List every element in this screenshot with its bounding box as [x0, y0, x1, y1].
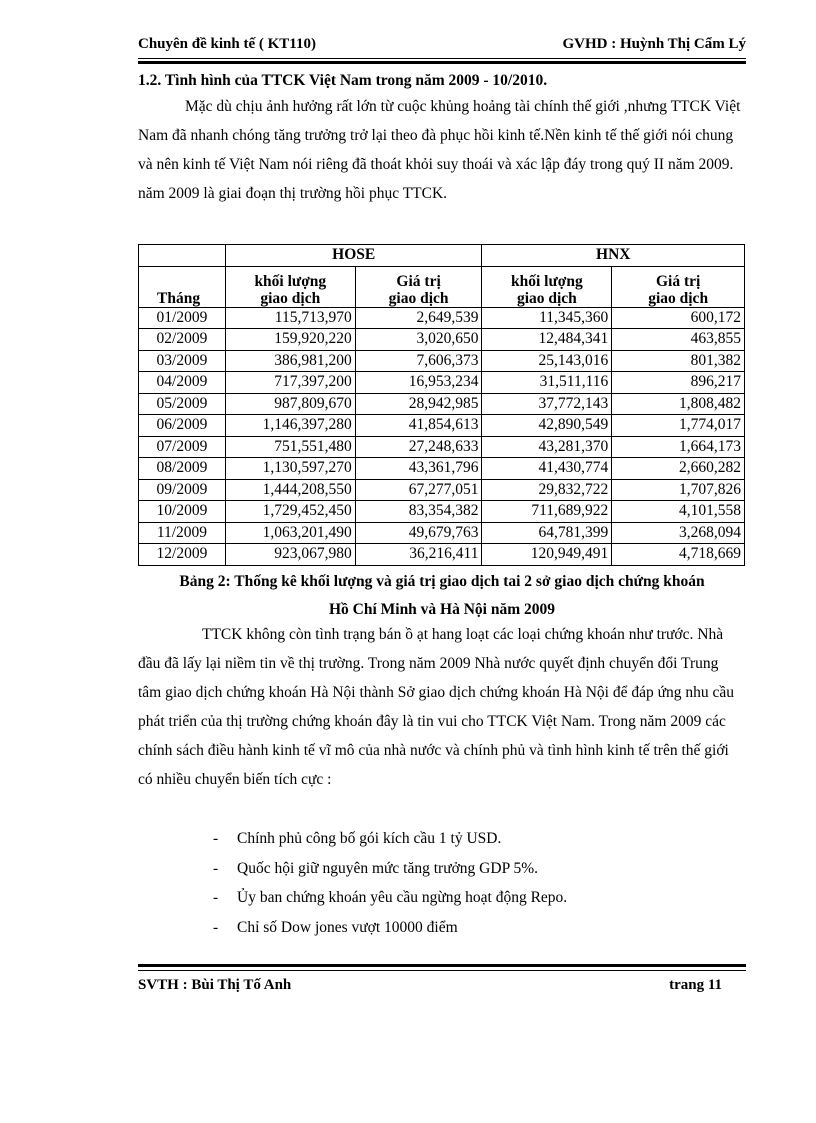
body-paragraph: TTCK không còn tình trạng bán ồ ạt hang loạt các loại chứng khoán như trước. Nhà đầu đã lấy lại niềm tin về thị trường. Trong năm 2009 Nhà nước quyết định chuyển đổi Trung tâm giao dịch chứng khoán Hà Nội thành Sở giao dịch chứng khoán Hà Nội để đáp ứng nhu cầu phát triển của thị trường chứng khoán đây là tin vui cho TTCK Việt Nam. Trong năm 2009 các chính sách điều hành kinh tế vĩ mô của nhà nước và chính phủ và tình hình kinh tế trên thế giới có nhiều chuyển biến tích cực : — [138, 626, 735, 788]
hnx-value-cell: 4,718,669 — [612, 544, 745, 566]
hnx-volume-header-line1: khối lượng — [511, 272, 583, 290]
bullet-dash: - — [213, 859, 219, 877]
hose-volume-cell: 923,067,980 — [225, 544, 355, 566]
month-cell: 06/2009 — [139, 415, 226, 437]
hose-volume-cell: 159,920,220 — [225, 329, 355, 351]
hose-volume-cell: 1,063,201,490 — [225, 522, 355, 544]
month-column-header: Tháng — [139, 266, 226, 307]
hose-volume-header-line2: giao dịch — [260, 289, 321, 307]
month-cell: 08/2009 — [139, 458, 226, 480]
hose-volume-cell: 987,809,670 — [225, 393, 355, 415]
hose-value-header-line1: Giá trị — [396, 272, 441, 290]
list-item — [213, 913, 567, 943]
list-item-text: Chỉ số Dow jones vượt 10000 điểm — [237, 918, 458, 936]
list-item-text: Ủy ban chứng khoán yêu cầu ngừng hoạt động Repo. — [237, 889, 568, 906]
hnx-value-cell: 4,101,558 — [612, 501, 745, 523]
list-item — [213, 883, 567, 913]
table-row — [139, 436, 745, 458]
hnx-value-cell: 1,664,173 — [612, 436, 745, 458]
table-row — [139, 501, 745, 523]
header-course-title: Chuyên đề kinh tế ( KT110) — [138, 36, 316, 52]
table-row — [139, 393, 745, 415]
hose-value-cell: 49,679,763 — [355, 522, 482, 544]
list-item — [213, 854, 567, 884]
hose-value-cell: 83,354,382 — [355, 501, 482, 523]
header-rule-thick — [138, 61, 746, 64]
hose-value-cell: 16,953,234 — [355, 372, 482, 394]
hnx-volume-cell: 64,781,399 — [482, 522, 612, 544]
hnx-value-cell: 896,217 — [612, 372, 745, 394]
table-row — [139, 372, 745, 394]
hose-value-cell: 43,361,796 — [355, 458, 482, 480]
bullet-list — [213, 824, 567, 942]
hose-volume-header-line1: khối lượng — [254, 272, 327, 290]
hose-value-header-line2: giao dịch — [388, 289, 449, 307]
hose-value-header — [355, 266, 482, 307]
hnx-value-cell: 463,855 — [612, 329, 745, 351]
footer-rule-thick — [138, 964, 746, 967]
hnx-value-cell: 2,660,282 — [612, 458, 745, 480]
hnx-volume-cell: 37,772,143 — [482, 393, 612, 415]
hose-value-cell: 3,020,650 — [355, 329, 482, 351]
month-cell: 02/2009 — [139, 329, 226, 351]
month-cell: 03/2009 — [139, 350, 226, 372]
hose-value-cell: 28,942,985 — [355, 393, 482, 415]
table-row — [139, 415, 745, 437]
footer-page-number: trang 11 — [669, 977, 722, 993]
table-row — [139, 544, 745, 566]
section-title: 1.2. Tình hình của TTCK Việt Nam trong năm 2009 - 10/2010. — [138, 72, 548, 89]
header-instructor: GVHD : Huỳnh Thị Cẩm Lý — [562, 36, 746, 52]
page-footer — [138, 964, 746, 1004]
list-item-text: Chính phủ công bố gói kích cầu 1 tỷ USD. — [237, 830, 502, 847]
hose-volume-header — [225, 266, 355, 307]
month-cell: 04/2009 — [139, 372, 226, 394]
hnx-volume-cell: 25,143,016 — [482, 350, 612, 372]
hose-volume-cell: 1,729,452,450 — [225, 501, 355, 523]
hnx-value-header — [612, 266, 745, 307]
hnx-value-header-line2: giao dịch — [648, 289, 709, 307]
hose-volume-cell: 717,397,200 — [225, 372, 355, 394]
table-row — [139, 329, 745, 351]
hose-volume-cell: 1,130,597,270 — [225, 458, 355, 480]
hnx-value-cell: 801,382 — [612, 350, 745, 372]
month-cell: 10/2009 — [139, 501, 226, 523]
hnx-volume-cell: 29,832,722 — [482, 479, 612, 501]
page-header — [138, 30, 746, 66]
table-caption-line1: Bảng 2: Thống kê khối lượng và giá trị giao dịch tai 2 sở giao dịch chứng khoán — [179, 573, 705, 590]
table-column-header-row — [139, 266, 745, 307]
hnx-volume-cell: 41,430,774 — [482, 458, 612, 480]
hose-volume-cell: 1,444,208,550 — [225, 479, 355, 501]
hose-value-cell: 7,606,373 — [355, 350, 482, 372]
table-row — [139, 458, 745, 480]
table-row — [139, 307, 745, 329]
header-rule-thin — [138, 58, 746, 59]
list-item — [213, 824, 567, 854]
footer-student: SVTH : Bùi Thị Tố Anh — [138, 977, 292, 993]
table-corner-cell — [139, 245, 226, 267]
hnx-volume-cell: 31,511,116 — [482, 372, 612, 394]
month-cell: 01/2009 — [139, 307, 226, 329]
hose-group-header: HOSE — [225, 245, 482, 267]
hnx-volume-cell: 12,484,341 — [482, 329, 612, 351]
intro-paragraph: Mặc dù chịu ảnh hưởng rất lớn từ cuộc khủng hoảng tài chính thế giới ,nhưng TTCK Việt Nam đã nhanh chóng tăng trưởng trở lại theo đà phục hồi kinh tế.Nền kinh tế thế giới nói chung và nên kinh tế Việt Nam nói riêng đã thoát khỏi suy thoái và xác lập đáy trong quý II năm 2009. năm 2009 là giai đoạn thị trường hồi phục TTCK. — [138, 98, 741, 202]
list-item-text: Quốc hội giữ nguyên mức tăng trưởng GDP 5%. — [237, 859, 539, 877]
table-row — [139, 479, 745, 501]
table-row — [139, 350, 745, 372]
hnx-volume-header — [482, 266, 612, 307]
footer-rule-thin — [138, 970, 746, 971]
hose-volume-cell: 1,146,397,280 — [225, 415, 355, 437]
bullet-dash: - — [213, 918, 219, 936]
hose-volume-cell: 751,551,480 — [225, 436, 355, 458]
month-cell: 07/2009 — [139, 436, 226, 458]
table-caption-line2: Hồ Chí Minh và Hà Nội năm 2009 — [328, 601, 556, 618]
bullet-dash: - — [213, 830, 219, 847]
hnx-value-cell: 3,268,094 — [612, 522, 745, 544]
hose-volume-cell: 386,981,200 — [225, 350, 355, 372]
hnx-volume-cell: 711,689,922 — [482, 501, 612, 523]
month-cell: 12/2009 — [139, 544, 226, 566]
hnx-volume-cell: 120,949,491 — [482, 544, 612, 566]
hnx-volume-header-line2: giao dịch — [516, 289, 577, 307]
month-cell: 09/2009 — [139, 479, 226, 501]
hose-value-cell: 2,649,539 — [355, 307, 482, 329]
hose-value-cell: 67,277,051 — [355, 479, 482, 501]
table-caption — [138, 568, 746, 624]
table-row — [139, 522, 745, 544]
hnx-value-header-line1: Giá trị — [655, 272, 701, 290]
trading-stats-table — [138, 244, 745, 566]
hnx-volume-cell: 11,345,360 — [482, 307, 612, 329]
hnx-volume-cell: 42,890,549 — [482, 415, 612, 437]
month-cell: 05/2009 — [139, 393, 226, 415]
hnx-value-cell: 1,707,826 — [612, 479, 745, 501]
hose-value-cell: 41,854,613 — [355, 415, 482, 437]
table-group-header-row — [139, 245, 745, 267]
hose-value-cell: 36,216,411 — [355, 544, 482, 566]
bullet-dash: - — [213, 889, 219, 906]
hnx-value-cell: 1,774,017 — [612, 415, 745, 437]
hnx-value-cell: 600,172 — [612, 307, 745, 329]
month-cell: 11/2009 — [139, 522, 226, 544]
hnx-volume-cell: 43,281,370 — [482, 436, 612, 458]
hnx-value-cell: 1,808,482 — [612, 393, 745, 415]
hose-volume-cell: 115,713,970 — [225, 307, 355, 329]
hnx-group-header: HNX — [482, 245, 745, 267]
hose-value-cell: 27,248,633 — [355, 436, 482, 458]
